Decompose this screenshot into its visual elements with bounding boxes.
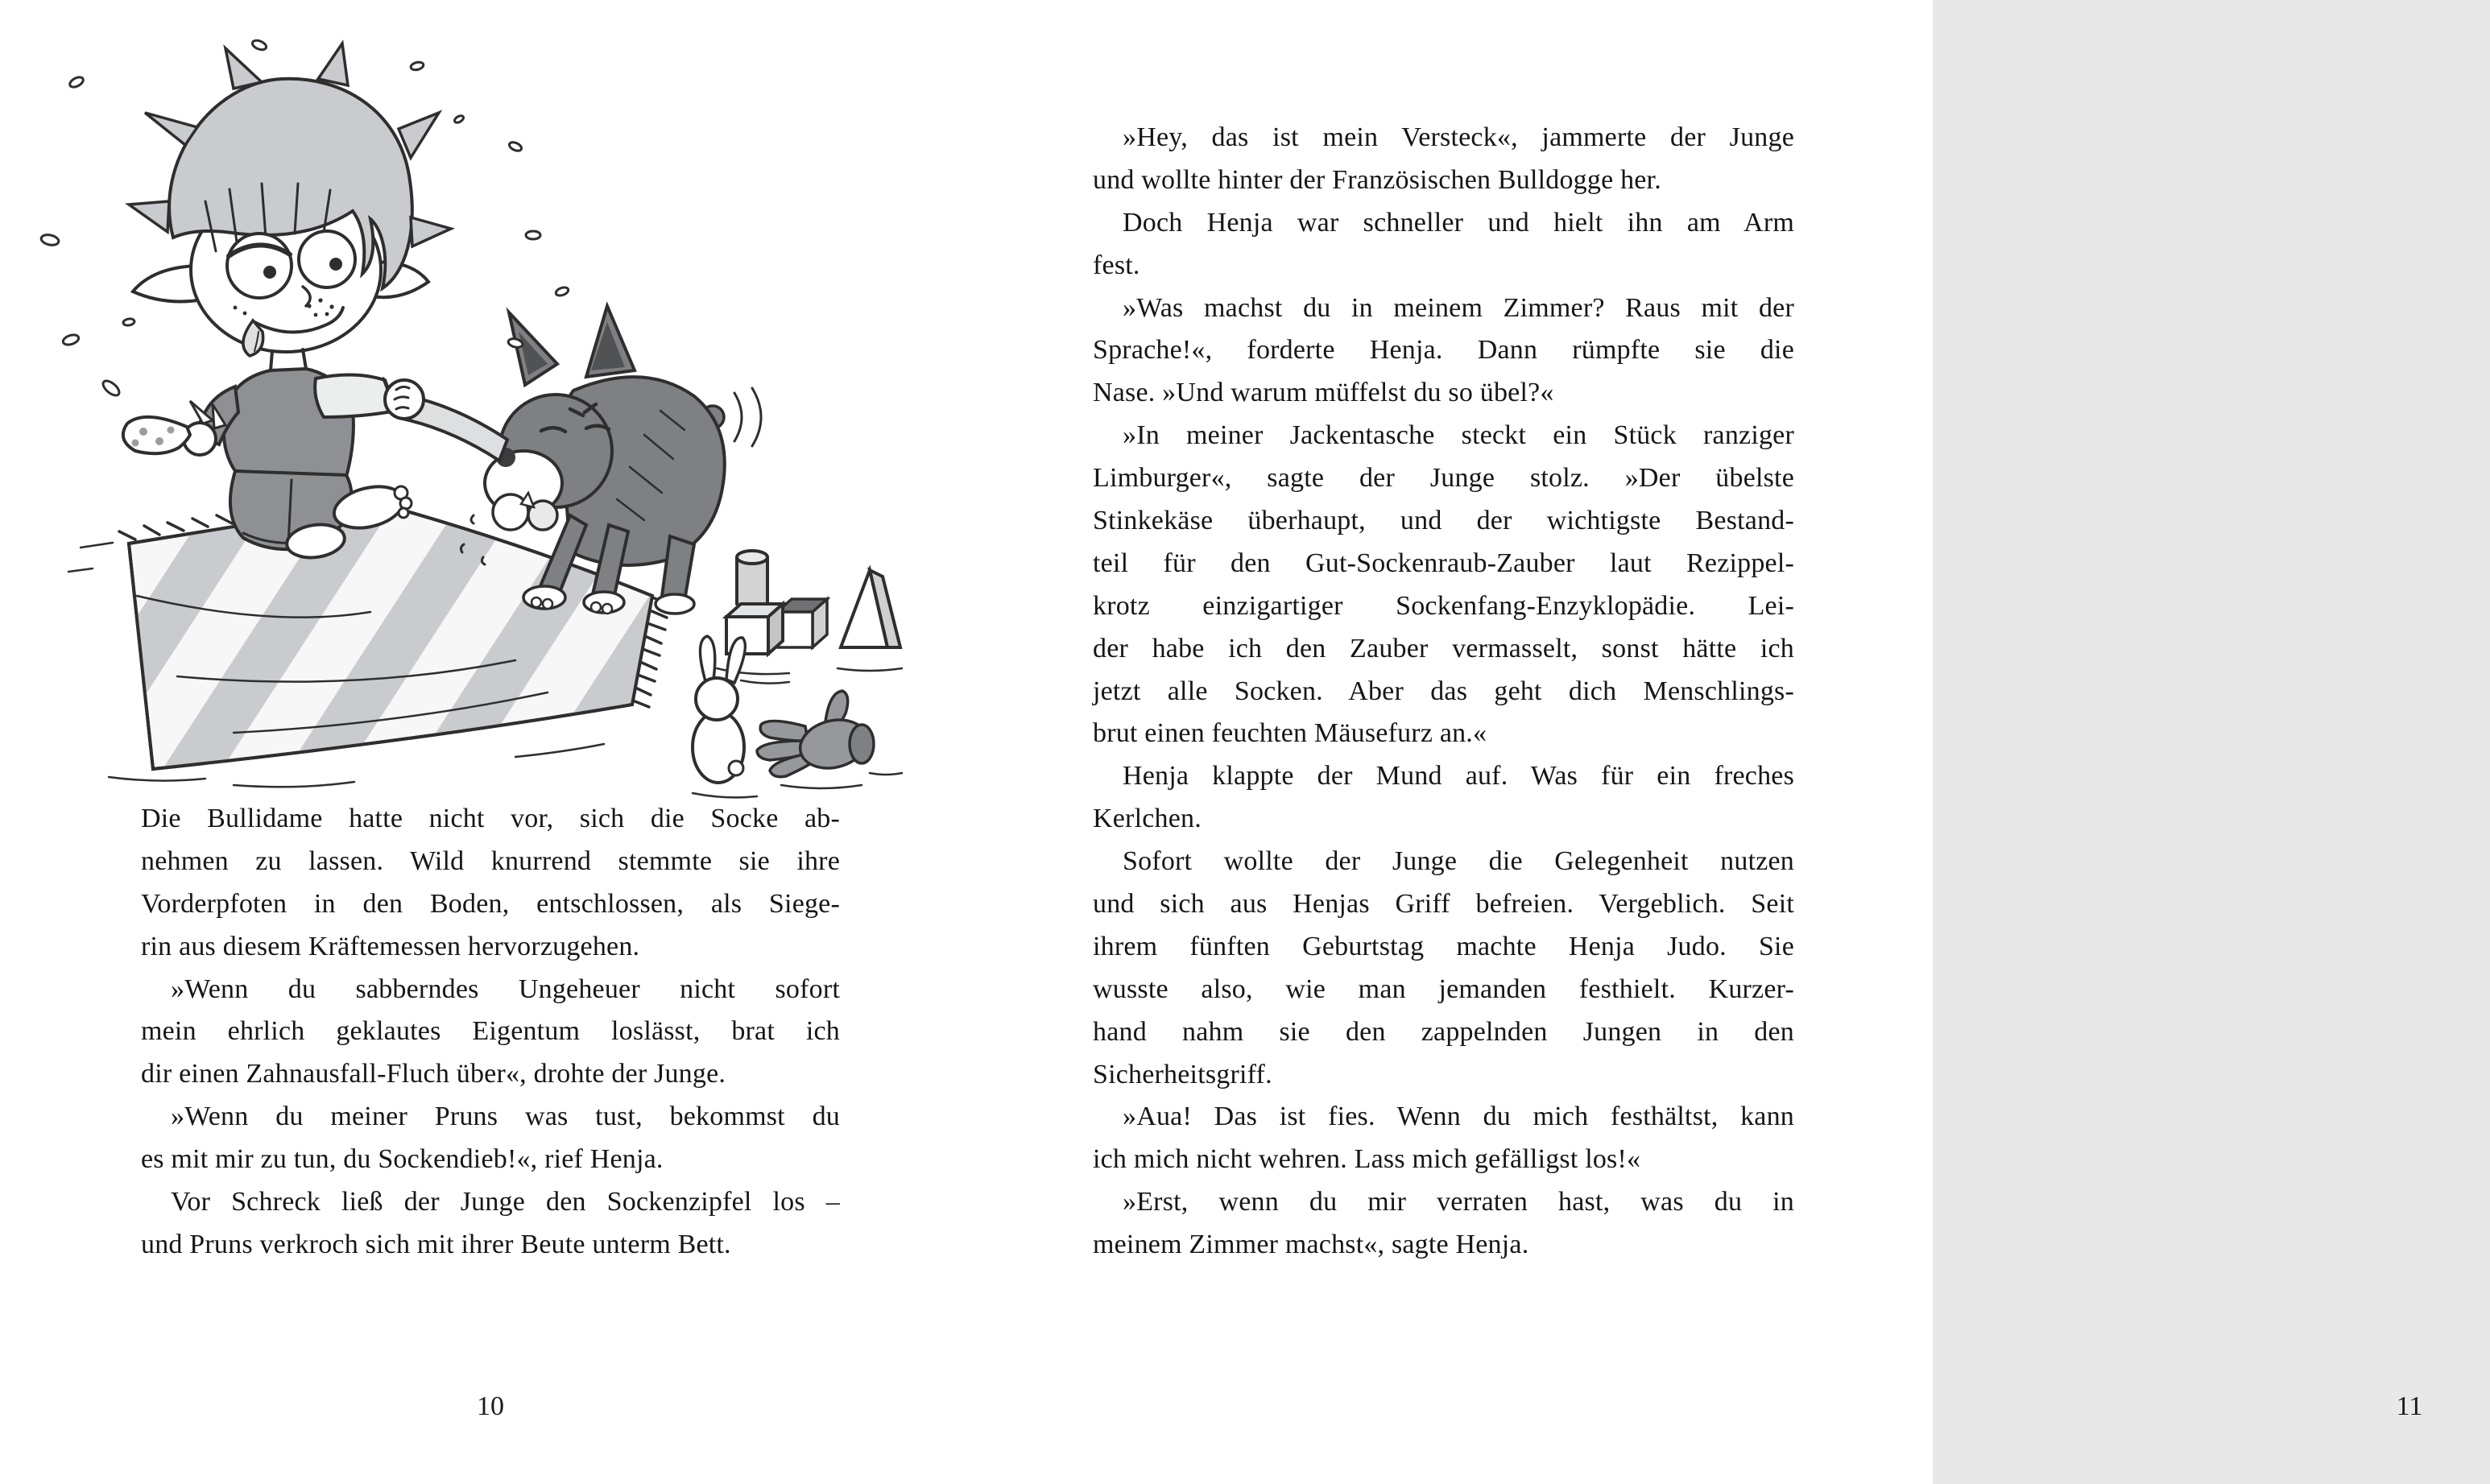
text-line: rin aus diesem Kräftemessen hervorzugehen. — [141, 931, 640, 961]
text-line: »Aua! Das ist fies. Wenn du mich festhältst, kann — [1123, 1102, 1794, 1132]
glove-on-floor — [757, 691, 874, 777]
text-line: mein ehrlich geklautes Eigentum loslässt, brat ich — [141, 1016, 840, 1047]
text-line: »Erst, wenn du mir verraten hast, was du in — [1123, 1187, 1794, 1217]
text-line: Sprache!«, forderte Henja. Dann rümpfte sie die — [1093, 335, 1794, 366]
toy-cylinder-block — [737, 551, 767, 609]
page-number-right: 11 — [2396, 1391, 2423, 1421]
page-right — [966, 0, 2423, 1484]
polka-dot-sock — [123, 417, 190, 453]
text-line: Nase. »Und warum müffelst du so übel?« — [1093, 378, 1554, 408]
right-text-block — [1093, 117, 1794, 1267]
toy-open-box-block — [777, 599, 827, 647]
illustration — [32, 32, 918, 805]
text-line: brut einen feuchten Mäusefurz an.« — [1093, 718, 1487, 749]
goblin-boy — [123, 43, 451, 561]
text-line: »Hey, das ist mein Versteck«, jammerte der Junge — [1123, 122, 1794, 152]
text-line: Stinkekäse überhaupt, und der wichtigste Bestand- — [1093, 506, 1794, 536]
toy-bunny-figure — [693, 636, 745, 783]
text-line: dir einen Zahnausfall-Fluch über«, drohte der Junge. — [141, 1059, 726, 1089]
text-line: Sicherheitsgriff. — [1093, 1059, 1272, 1089]
text-line: ihrem fünften Geburtstag machte Henja Judo. Sie — [1093, 931, 1794, 961]
text-line: nehmen zu lassen. Wild knurrend stemmte sie ihre — [141, 845, 840, 876]
text-line: fest. — [1093, 250, 1140, 280]
page-number-left: 10 — [477, 1391, 504, 1421]
text-line: es mit mir zu tun, du Sockendieb!«, rief Henja. — [141, 1144, 664, 1175]
text-line: Sofort wollte der Junge die Gelegenheit nutzen — [1123, 846, 1794, 877]
text-line: jetzt alle Socken. Aber das geht dich Menschlings- — [1093, 676, 1794, 706]
text-line: der habe ich den Zauber vermasselt, sonst hätte ich — [1093, 633, 1794, 663]
text-line: Henja klappte der Mund auf. Was für ein freches — [1123, 761, 1794, 792]
text-line: Doch Henja war schneller und hielt ihn am Arm — [1123, 207, 1794, 238]
text-line: und sich aus Henjas Griff befreien. Vergeblich. Seit — [1093, 889, 1794, 920]
text-line: »In meiner Jackentasche steckt ein Stück ranziger — [1123, 420, 1794, 451]
text-line: Kerlchen. — [1093, 804, 1202, 834]
text-line: Vor Schreck ließ der Junge den Sockenzipfel los – — [171, 1187, 840, 1217]
toy-blocks — [726, 551, 900, 654]
text-line: Die Bullidame hatte nicht vor, sich die Socke ab- — [141, 804, 840, 833]
text-line: hand nahm sie den zappelnden Jungen in den — [1093, 1016, 1794, 1047]
text-line: meinem Zimmer machst«, sagte Henja. — [1093, 1230, 1529, 1260]
text-line: teil für den Gut-Sockenraub-Zauber laut Rezippel- — [1093, 548, 1794, 578]
text-line: Vorderpfoten in den Boden, entschlossen, als Siege- — [141, 888, 840, 919]
text-line: »Was machst du in meinem Zimmer? Raus mit der — [1123, 292, 1794, 323]
page-left — [0, 0, 966, 1484]
text-line: »Wenn du meiner Pruns was tust, bekommst du — [171, 1102, 840, 1132]
text-line: und Pruns verkroch sich mit ihrer Beute unterm Bett. — [141, 1229, 731, 1259]
text-line: ich mich nicht wehren. Lass mich gefälligst los!« — [1093, 1144, 1641, 1175]
toy-wedge-block — [841, 570, 900, 647]
left-text-block — [141, 798, 840, 1267]
text-line: Limburger«, sagte der Junge stolz. »Der übelste — [1093, 463, 1794, 494]
text-line: und wollte hinter der Französischen Bulldogge her. — [1093, 164, 1661, 195]
text-line: krotz einzigartiger Sockenfang-Enzyklopädie. Lei- — [1093, 590, 1794, 621]
text-line: »Wenn du sabberndes Ungeheuer nicht sofort — [171, 973, 840, 1004]
text-line: wusste also, wie man jemanden festhielt. Kurzer- — [1093, 973, 1794, 1004]
